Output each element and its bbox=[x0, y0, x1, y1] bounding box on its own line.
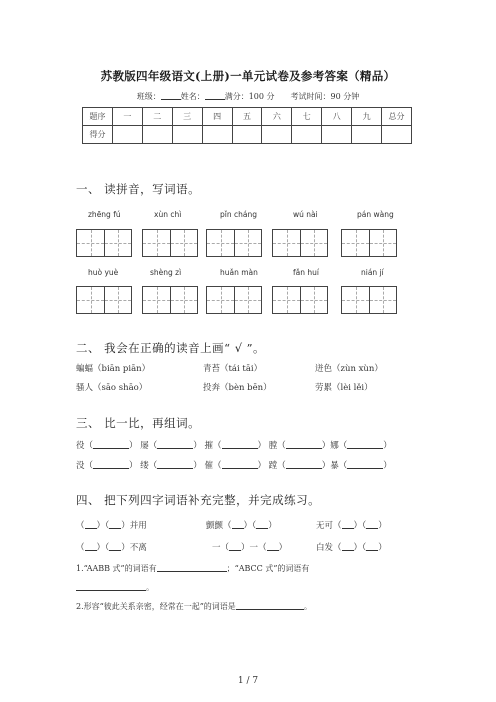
answer-blank[interactable] bbox=[267, 542, 279, 551]
reading-choice[interactable]: 投奔（bèn bēn） bbox=[203, 383, 272, 393]
answer-blank[interactable] bbox=[85, 520, 97, 529]
question-1 bbox=[76, 563, 309, 574]
pinyin-label: xùn chì bbox=[154, 210, 182, 219]
score-cell[interactable] bbox=[382, 126, 412, 144]
score-table bbox=[82, 107, 412, 144]
score-cell[interactable] bbox=[172, 126, 202, 144]
answer-blank[interactable] bbox=[347, 440, 383, 449]
writing-grid[interactable] bbox=[142, 229, 198, 257]
score-cell[interactable] bbox=[142, 126, 172, 144]
idiom-part: 无可 bbox=[316, 521, 334, 531]
answer-blank[interactable] bbox=[157, 440, 193, 449]
name-label: 姓名： bbox=[180, 92, 205, 101]
answer-blank[interactable] bbox=[109, 520, 121, 529]
answer-blank[interactable] bbox=[342, 520, 354, 529]
character: 膛 bbox=[268, 441, 278, 451]
table-header-cell: 一 bbox=[112, 108, 142, 126]
answer-blank[interactable] bbox=[93, 460, 129, 469]
idiom-part: 并用 bbox=[129, 521, 147, 531]
question-text: ；“ABCC 式”的词语有 bbox=[226, 564, 310, 573]
question-1-cont bbox=[76, 582, 154, 593]
table-header-cell: 总分 bbox=[382, 108, 412, 126]
score-cell[interactable] bbox=[292, 126, 322, 144]
answer-blank[interactable] bbox=[157, 563, 227, 572]
answer-blank[interactable] bbox=[93, 440, 129, 449]
answer-blank[interactable] bbox=[109, 542, 121, 551]
row-label: 得分 bbox=[83, 126, 113, 144]
answer-blank[interactable] bbox=[366, 520, 378, 529]
answer-blank[interactable] bbox=[157, 460, 193, 469]
answer-blank[interactable] bbox=[85, 542, 97, 551]
idiom-part: 白发 bbox=[316, 543, 334, 553]
exam-info bbox=[0, 91, 496, 102]
table-header-cell: 六 bbox=[262, 108, 292, 126]
answer-blank[interactable] bbox=[222, 460, 258, 469]
character: 暴 bbox=[330, 461, 339, 471]
idiom-row: 颤颤（ ）（ ） bbox=[206, 521, 277, 531]
writing-grid[interactable] bbox=[341, 286, 397, 314]
pinyin-label: zhēng fú bbox=[88, 210, 121, 219]
idiom-part: 一 bbox=[212, 543, 221, 553]
page-number: 1 / 7 bbox=[237, 676, 259, 686]
reading-choice[interactable]: 蝙蝠（biān piān） bbox=[76, 364, 151, 374]
answer-blank[interactable] bbox=[256, 520, 268, 529]
writing-grid[interactable] bbox=[341, 229, 397, 257]
pinyin-label: pǐn cháng bbox=[220, 210, 257, 219]
score-cell[interactable] bbox=[262, 126, 292, 144]
word-row: 役（ ） 屡（ ） 摧（ ） 膛（ ）娜（ ） bbox=[76, 441, 392, 451]
pinyin-label: nián jí bbox=[361, 268, 384, 277]
section1-heading: 一、 读拼音，写词语。 bbox=[76, 182, 201, 196]
writing-grid[interactable] bbox=[272, 286, 328, 314]
pinyin-label: huò yuè bbox=[88, 268, 119, 277]
score-cell[interactable] bbox=[112, 126, 142, 144]
idiom-row: 白发（ ）（ ） bbox=[316, 543, 387, 553]
table-header-cell: 三 bbox=[172, 108, 202, 126]
word-row: 没（ ） 缕（ ） 催（ ） 蹚（ ）暴（ ） bbox=[76, 461, 392, 471]
page-title: 苏教版四年级语文(上册)一单元试卷及参考答案（精品） bbox=[100, 69, 396, 83]
question-text: 。 bbox=[146, 583, 154, 592]
pinyin-label: pán wàng bbox=[357, 210, 394, 219]
answer-blank[interactable] bbox=[342, 542, 354, 551]
question-text: 2.形容“彼此关系亲密，经常在一起”的词语是 bbox=[76, 602, 236, 611]
writing-grid[interactable] bbox=[76, 286, 132, 314]
section2-heading: 二、 我会在正确的读音上画“ √ ”。 bbox=[76, 341, 266, 355]
character: 催 bbox=[204, 461, 213, 471]
table-header-cell: 七 bbox=[292, 108, 322, 126]
reading-choice[interactable]: 青苔（tái tāi） bbox=[203, 364, 263, 374]
table-header-cell: 九 bbox=[352, 108, 382, 126]
reading-choice[interactable]: 骚人（sāo shāo） bbox=[76, 383, 148, 393]
full-score: 满分：100 分 bbox=[224, 92, 275, 101]
section4-heading: 四、 把下列四字词语补充完整，并完成练习。 bbox=[76, 493, 321, 507]
character: 役 bbox=[76, 441, 85, 451]
pinyin-label: fǎn huí bbox=[293, 268, 319, 277]
idiom-row: （ ）（ ）并用 bbox=[76, 521, 147, 531]
writing-grid[interactable] bbox=[142, 286, 198, 314]
reading-choice[interactable]: 迸色（zùn xùn） bbox=[315, 364, 383, 374]
pinyin-label: huǎn màn bbox=[220, 268, 258, 277]
score-cell[interactable] bbox=[202, 126, 232, 144]
score-table-header bbox=[83, 108, 412, 126]
question-text: 1.“AABB 式”的词语有 bbox=[76, 564, 157, 573]
idiom-row: 一（ ）一（ ） bbox=[212, 543, 288, 553]
exam-time: 考试时间：90 分钟 bbox=[290, 92, 360, 101]
class-label: 班级： bbox=[136, 92, 161, 101]
character: 娜 bbox=[330, 441, 339, 451]
answer-blank[interactable] bbox=[286, 440, 322, 449]
writing-grid[interactable] bbox=[206, 229, 262, 257]
section3-heading: 三、 比一比，再组词。 bbox=[76, 416, 201, 430]
character: 没 bbox=[76, 461, 85, 471]
table-header-cell: 题序 bbox=[83, 108, 113, 126]
pinyin-label: wú nài bbox=[293, 210, 318, 219]
idiom-part: 一 bbox=[249, 543, 259, 553]
pinyin-label: shèng zì bbox=[150, 268, 182, 277]
answer-blank[interactable] bbox=[366, 542, 378, 551]
answer-blank[interactable] bbox=[236, 601, 304, 610]
writing-grid[interactable] bbox=[272, 229, 328, 257]
table-header-cell: 二 bbox=[142, 108, 172, 126]
character: 屡 bbox=[140, 441, 149, 451]
idiom-row: 无可（ ）（ ） bbox=[316, 521, 387, 531]
answer-blank[interactable] bbox=[347, 460, 383, 469]
class-blank[interactable] bbox=[161, 92, 181, 100]
writing-grid[interactable] bbox=[206, 286, 262, 314]
answer-blank[interactable] bbox=[222, 440, 258, 449]
character: 缕 bbox=[140, 461, 149, 471]
table-header-cell: 八 bbox=[322, 108, 352, 126]
idiom-part: 颤颤 bbox=[206, 521, 224, 531]
answer-blank[interactable] bbox=[286, 460, 322, 469]
question-text: 。 bbox=[303, 602, 312, 611]
idiom-part: 不离 bbox=[129, 543, 147, 553]
table-header-cell: 四 bbox=[202, 108, 232, 126]
idiom-row: （ ）（ ）不离 bbox=[76, 543, 147, 553]
table-header-cell: 五 bbox=[232, 108, 262, 126]
name-blank[interactable] bbox=[205, 92, 225, 100]
question-2 bbox=[76, 601, 312, 612]
score-cell[interactable] bbox=[322, 126, 352, 144]
character: 摧 bbox=[204, 441, 213, 451]
score-cell[interactable] bbox=[352, 126, 382, 144]
answer-blank[interactable] bbox=[76, 582, 146, 591]
answer-blank[interactable] bbox=[232, 520, 244, 529]
answer-blank[interactable] bbox=[229, 542, 241, 551]
writing-grid[interactable] bbox=[76, 229, 132, 257]
score-table-row bbox=[83, 126, 412, 144]
reading-choice[interactable]: 劳累（lèi lěi） bbox=[315, 383, 373, 393]
score-cell[interactable] bbox=[232, 126, 262, 144]
character: 蹚 bbox=[268, 461, 278, 471]
